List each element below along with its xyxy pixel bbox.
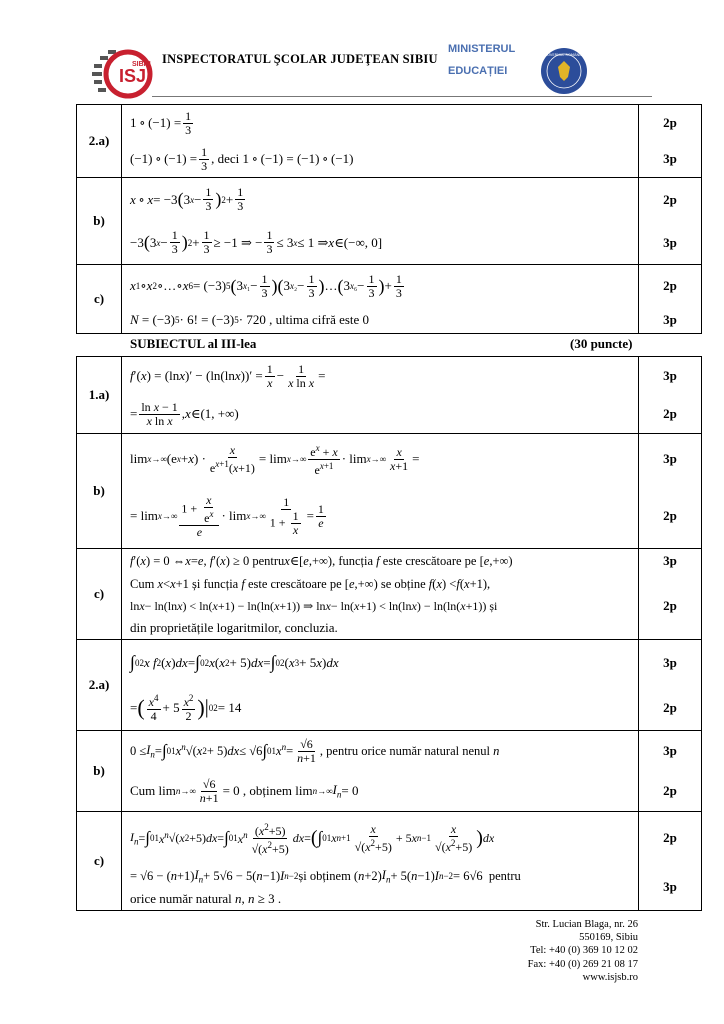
item-label: c)	[77, 265, 122, 334]
footer-fax: Fax: +40 (0) 269 21 08 17	[527, 958, 638, 970]
solution-cell	[122, 178, 639, 265]
math-line: ln x − ln(ln x ) < ln( x +1) − ln(ln( x +1)) ⇒ ln x − ln( x +1) < ln(ln x ) − ln(ln( x +1)) și	[130, 598, 498, 613]
math-line: 1 ∘ (−1) = $\frac{1}{3}$	[130, 108, 192, 137]
footer-tel: Tel: +40 (0) 369 10 12 02	[530, 945, 638, 957]
points: 2p	[663, 508, 677, 523]
ministry-title	[448, 38, 515, 82]
address-footer	[528, 918, 638, 984]
points: 2p	[663, 830, 677, 845]
points: 3p	[663, 234, 677, 250]
points-cell	[639, 265, 702, 334]
math-line: 0 ≤ $I_n$ = ∫ 0 1 $x^n$ √( x 2 + 5) dx ≤ √6 ∫ 0 1 $x^n$ = $\frac{√6}{n+1}$ , pentru orice număr natural nenul n	[130, 736, 500, 765]
points-cell	[639, 105, 702, 178]
points: 2p	[663, 699, 677, 715]
points: 3p	[663, 553, 677, 568]
points-cell	[639, 357, 702, 434]
solution-cell	[122, 640, 639, 731]
table-row	[77, 178, 702, 265]
math-line: = √6 − ( n +1) $I_n$ + 5√6 − 5( n −1) I n−2 și obținem ( n +2) $I_n$ + 5( n −1) I n−2 = 6√6 pentru	[130, 867, 521, 885]
section-title: SUBIECTUL al III-lea	[130, 336, 257, 351]
inspectorate-title: INSPECTORATUL ŞCOLAR JUDEŢEAN SIBIU	[162, 52, 438, 66]
text-line: din proprietățile logaritmilor, concluzia.	[130, 620, 338, 635]
item-label: 2.a)	[77, 105, 122, 178]
table-row	[77, 812, 702, 911]
points-cell	[639, 549, 702, 640]
solution-cell	[122, 434, 639, 549]
page-header	[0, 0, 724, 104]
points-cell	[639, 178, 702, 265]
section-heading	[130, 336, 660, 352]
table-row	[77, 265, 702, 334]
ministry-line-1: MINISTERUL	[448, 43, 516, 55]
math-line: ∫ 0 2 x f 2 ( x ) dx = ∫ 0 2 x ( x 2 + 5) dx = ∫ 0 2 ( x 3 + 5 x ) dx	[130, 652, 339, 672]
header-divider	[152, 96, 652, 97]
points: 3p	[663, 879, 677, 894]
math-line: = $\frac{\text{ln x − 1}}{\text{x ln x}}$ , x ∈(1, +∞)	[130, 399, 239, 428]
solution-cell	[122, 265, 639, 334]
points: 2p	[663, 598, 677, 613]
table-row	[77, 640, 702, 731]
footer-city: 550169, Sibiu	[579, 932, 638, 944]
points: 3p	[663, 743, 677, 758]
table-row	[77, 105, 702, 178]
math-line: lim x→∞ (e x + x ) · $\frac{x}{e^{x+1}(x+1)}$ = lim x→∞ $\frac{e^x + x}{e^{x+1}}$ · lim x→∞ $\frac{x}{x+1}$ =	[130, 442, 420, 477]
section-points: (30 puncte)	[570, 336, 633, 351]
math-line: = lim x→∞ 1 + $\frac{x}{e^x}$ e · lim x→∞ 1 1 + $\frac{1}{x}$ = $\frac{1}{e}$	[130, 492, 324, 539]
solutions-table-1	[76, 104, 702, 334]
solution-cell	[122, 105, 639, 178]
item-label: 2.a)	[77, 640, 122, 731]
table-row	[77, 731, 702, 812]
math-line: f ′( x ) = (ln x )′ − (ln(ln x ))′ = $\frac{1}{x}$ − $\frac{1}{\text{x ln x}}$ =	[130, 361, 326, 390]
math-line: $I_n$ = ∫ 0 1 $x^n$ √( x 2 +5) dx = ∫ 0 1 $x^n$ $\frac{(x^2+5)}{√(x^2+5)}$ dx = ( ∫ 0 1 x n+1 $\frac{x}{√(x^2+5)}$ + 5 x n−1 $\frac{x}{√(x^2+5)}$ ) dx	[130, 821, 495, 856]
math-line: x 1 ∘ x 2 ∘…∘ x 6 = (−3) 5 ( 3 x₁ − $\frac{1}{3}$ )( 3 x₂ − $\frac{1}{3}$ ) … ( 3 x₆ − $\frac{1}{3}$ ) + $\frac{1}{3}$	[130, 271, 402, 300]
math-line: N = (−3) 5 · 6! = (−3) 5 · 720 , ultima cifră este 0	[130, 312, 370, 327]
isj-logo	[88, 42, 158, 102]
points: 2p	[663, 115, 677, 130]
item-label: c)	[77, 549, 122, 640]
points: 3p	[663, 654, 677, 670]
item-label: b)	[77, 178, 122, 265]
item-label: 1.a)	[77, 357, 122, 434]
solution-cell	[122, 357, 639, 434]
svg-text:ISJ: ISJ	[119, 66, 147, 86]
math-line: = ( $\frac{x^4}{4}$ + 5 $\frac{x^2}{2}$ ) | 0 2 = 14	[130, 693, 242, 723]
footer-web[interactable]: www.isjsb.ro	[582, 971, 638, 983]
svg-text:GUVERNUL ROMÂNIEI: GUVERNUL ROMÂNIEI	[544, 53, 584, 57]
math-line: x ∘ x = −3 ( 3 x − $\frac{1}{3}$ ) 2 + $\frac{1}{3}$	[130, 185, 244, 213]
math-line: Cum lim n→∞ $\frac{√6}{n+1}$ = 0 , obținem lim n→∞ $I_n$ = 0	[130, 776, 359, 805]
math-line: orice număr natural n , n ≥ 3 .	[130, 891, 282, 906]
footer-street: Str. Lucian Blaga, nr. 26	[535, 919, 638, 930]
points: 3p	[663, 451, 677, 466]
item-label: b)	[77, 731, 122, 812]
points: 2p	[663, 278, 677, 293]
points-cell	[639, 640, 702, 731]
points-cell	[639, 434, 702, 549]
math-line: −3 ( 3 x − $\frac{1}{3}$ ) 2 + $\frac{1}{3}$ ≥ −1 ⇒ − $\frac{1}{3}$ ≤ 3 x ≤ 1 ⇒ x ∈(−∞, 0]	[130, 228, 383, 256]
table-row	[77, 549, 702, 640]
solution-cell	[122, 812, 639, 911]
points: 2p	[663, 406, 677, 421]
table-row	[77, 434, 702, 549]
points: 2p	[663, 191, 677, 207]
svg-text:SIBIU: SIBIU	[132, 61, 151, 68]
ministry-line-2: EDUCAȚIEI	[448, 65, 508, 77]
solution-cell	[122, 731, 639, 812]
points-cell	[639, 812, 702, 911]
points: 3p	[663, 368, 677, 383]
item-label: c)	[77, 812, 122, 911]
government-seal	[540, 47, 588, 95]
points: 2p	[663, 783, 677, 798]
math-line: (−1) ∘ (−1) = $\frac{1}{3}$ , deci 1 ∘ (−1) = (−1) ∘ (−1)	[130, 144, 354, 173]
math-line: Cum x < x +1 și funcția f este crescătoare pe [ e ,+∞) se obține f ( x ) < f ( x +1),	[130, 576, 491, 591]
solution-cell	[122, 549, 639, 640]
item-label: b)	[77, 434, 122, 549]
table-row	[77, 357, 702, 434]
points: 3p	[663, 312, 677, 327]
math-line: f ′( x ) = 0 ⇔ x = e , f ′( x ) ≥ 0 pentru x ∈[ e ,+∞), funcția f este crescătoare pe [ e ,+∞)	[130, 553, 513, 568]
points-cell	[639, 731, 702, 812]
solutions-table-2	[76, 356, 702, 911]
points: 3p	[663, 151, 677, 166]
